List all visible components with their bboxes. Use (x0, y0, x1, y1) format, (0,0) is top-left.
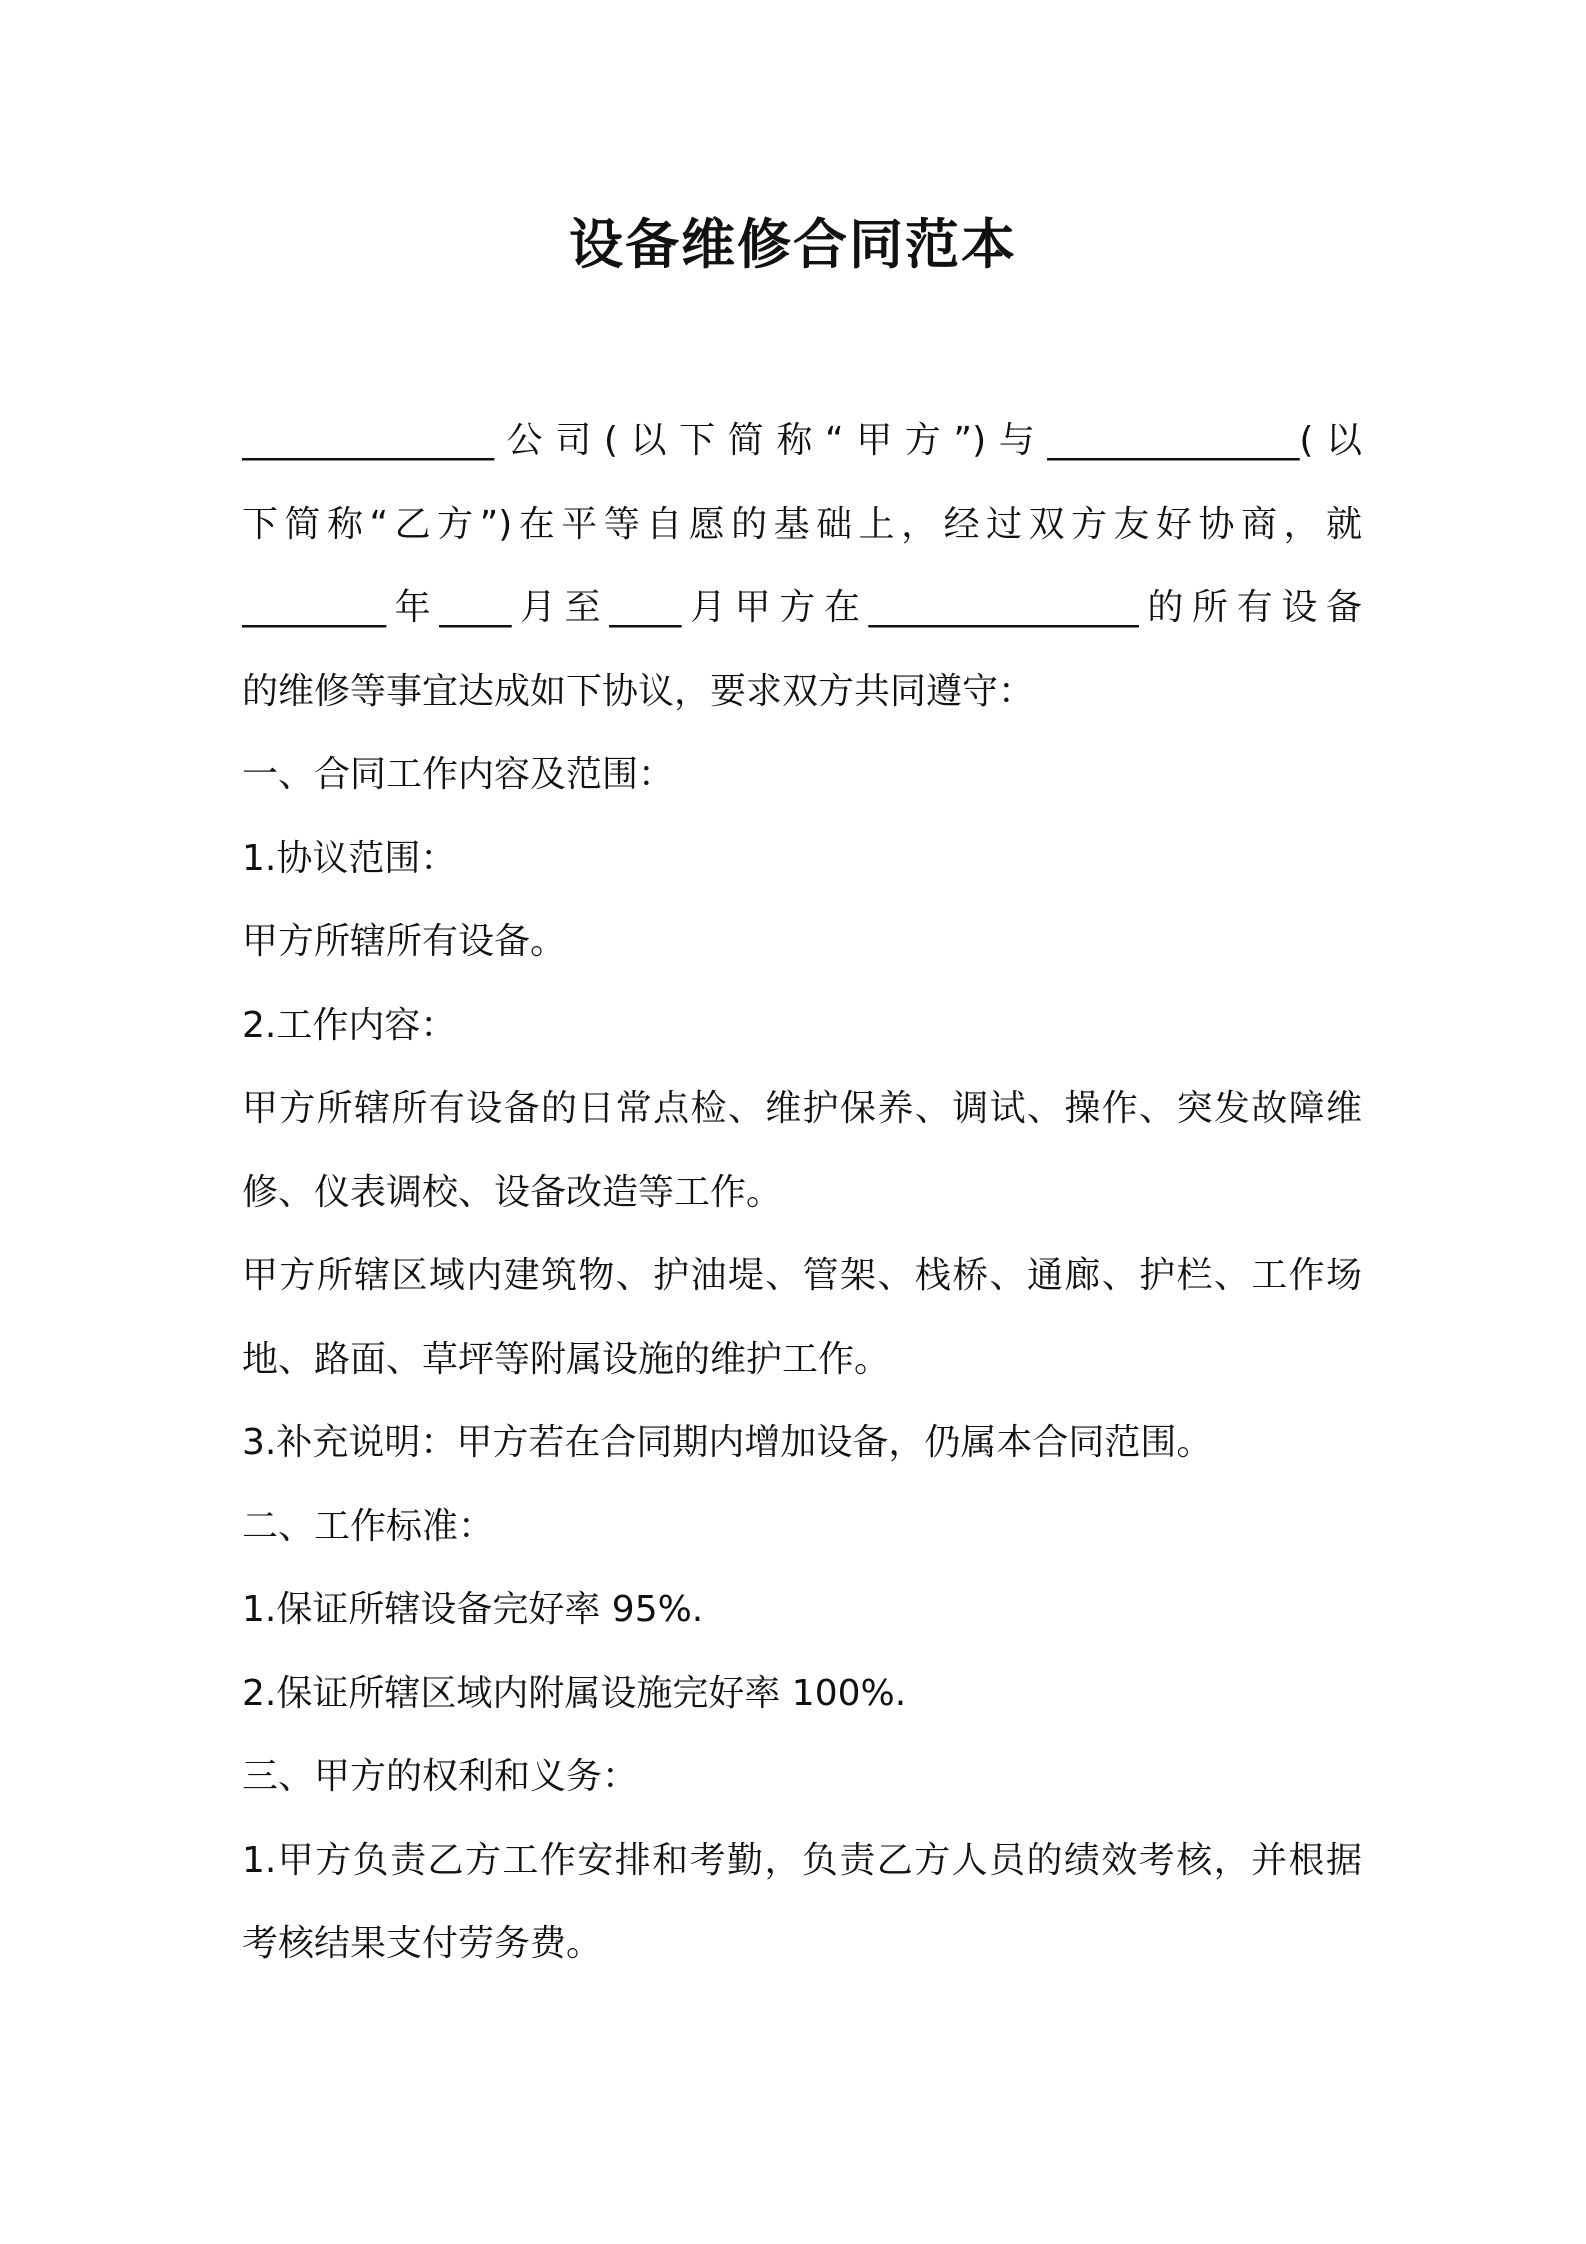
paragraph-line: 甲方所辖所有设备。 (242, 921, 567, 962)
paragraph-line: 1.保证所辖设备完好率 95%. (242, 1589, 704, 1630)
paragraph-line: 修、仪表调校、设备改造等工作。 (242, 1171, 783, 1213)
paragraph-line: 考核结果支付劳务费。 (242, 1923, 603, 1964)
section-heading: 一、合同工作内容及范围： (242, 754, 675, 795)
paragraph-line: ________年____月至____月甲方在_______________的所有设备 (242, 587, 1362, 628)
paragraph-line: 2.保证所辖区域内附属设施完好率 100%. (242, 1672, 907, 1714)
section-heading: 三、甲方的权利和义务： (242, 1756, 639, 1797)
paragraph-line: 甲方所辖区域内建筑物、护油堤、管架、栈桥、通廊、护栏、工作场 (242, 1255, 1362, 1296)
subsection-heading: 1.协议范围： (242, 837, 457, 879)
subsection-heading: 2.工作内容： (242, 1004, 457, 1046)
section-heading: 二、工作标准： (242, 1505, 495, 1547)
paragraph-line: 1.甲方负责乙方工作安排和考勤，负责乙方人员的绩效考核，并根据 (242, 1839, 1362, 1881)
paragraph-line: 下简称“乙方”)在平等自愿的基础上，经过双方友好协商，就 (242, 503, 1362, 545)
paragraph-line: ______________公司(以下简称“甲方”)与______________(以 (242, 420, 1362, 461)
document-body (242, 399, 1362, 1986)
paragraph-line: 地、路面、草坪等附属设施的维护工作。 (242, 1338, 891, 1380)
paragraph-line: 的维修等事宜达成如下协议，要求双方共同遵守： (242, 670, 1035, 712)
paragraph-line: 3.补充说明：甲方若在合同期内增加设备，仍属本合同范围。 (242, 1422, 1213, 1463)
paragraph-line: 甲方所辖所有设备的日常点检、维护保养、调试、操作、突发故障维 (242, 1088, 1362, 1129)
document-title: 设备维修合同范本 (569, 213, 1017, 276)
